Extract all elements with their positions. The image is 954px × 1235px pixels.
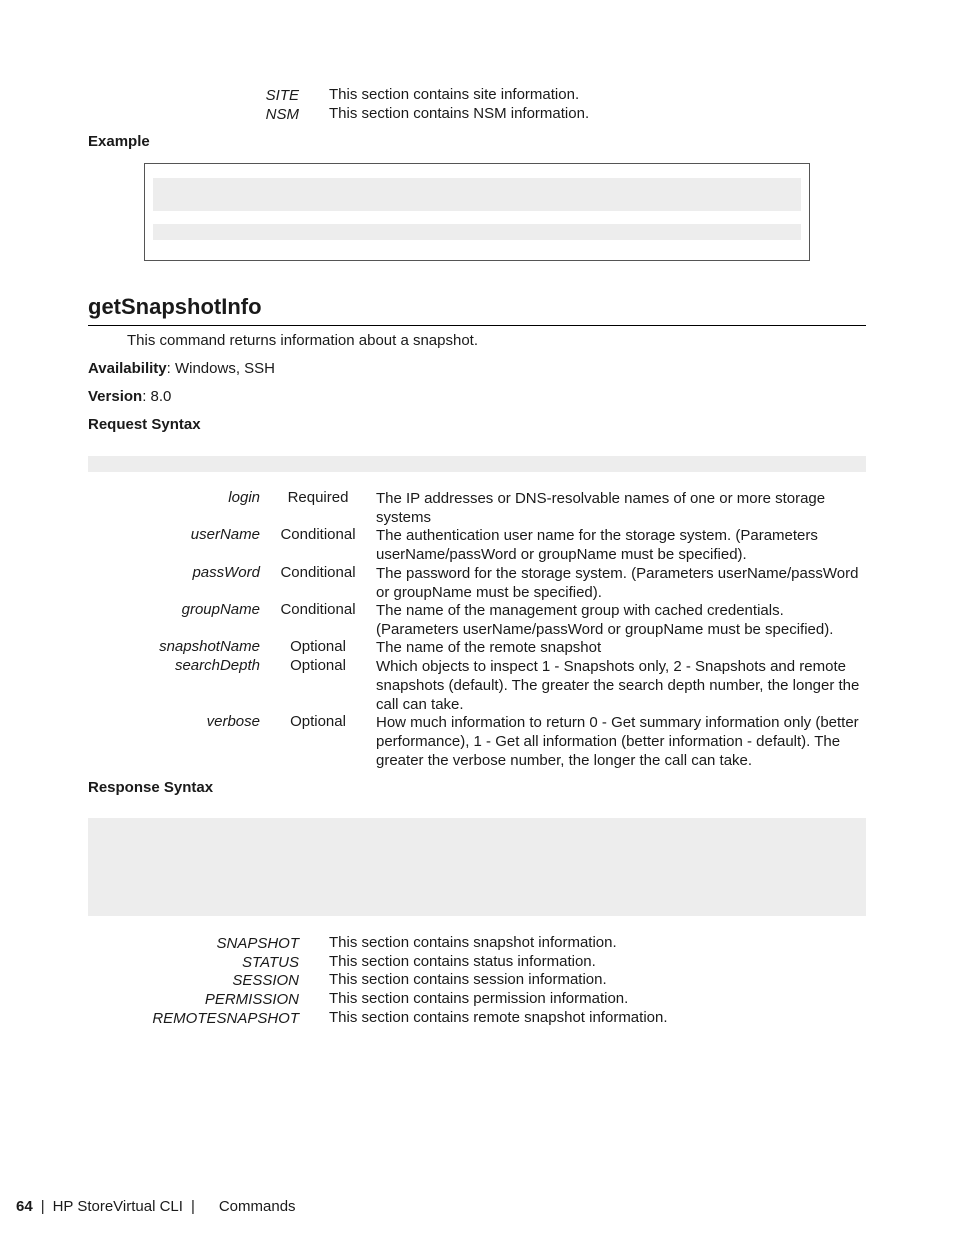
section-term-row: [99, 1009, 299, 1028]
param-name: userName: [190, 526, 260, 543]
section-term: SNAPSHOT: [216, 935, 299, 952]
param-requirement: Conditional: [280, 564, 356, 581]
code-line-block: [153, 224, 801, 240]
response-syntax-heading: Response Syntax: [88, 779, 214, 796]
section-term-row: [99, 105, 299, 124]
version-line: [88, 388, 171, 405]
param-name: passWord: [192, 564, 260, 581]
footer-product: HP StoreVirtual CLI: [52, 1198, 183, 1215]
code-line-block: [153, 178, 801, 211]
param-requirement: Conditional: [280, 601, 356, 618]
section-term-row: [99, 953, 299, 972]
footer-separator: |: [40, 1198, 45, 1215]
availability-value: : Windows, SSH: [166, 360, 276, 377]
version-value: : 8.0: [142, 388, 172, 405]
section-term: SITE: [265, 87, 299, 104]
param-requirement: Conditional: [280, 526, 356, 543]
availability-label: Availability: [88, 360, 167, 377]
command-title: getSnapshotInfo: [88, 294, 262, 319]
section-term-row: [99, 990, 299, 1009]
param-name: groupName: [181, 601, 260, 618]
section-desc: This section contains site information.: [329, 86, 580, 103]
section-term: SESSION: [232, 972, 299, 989]
param-requirement: Optional: [290, 713, 346, 730]
param-desc: The password for the storage system. (Parameters userName/passWord or groupName must be specified).: [376, 565, 859, 601]
example-code-box: [144, 163, 810, 261]
param-name: verbose: [206, 713, 260, 730]
footer-separator: |: [190, 1198, 195, 1215]
request-code-block: [88, 456, 866, 472]
section-desc: This section contains permission information.: [329, 990, 629, 1007]
section-desc: This section contains NSM information.: [329, 105, 590, 122]
example-heading: Example: [88, 133, 150, 150]
param-requirement: Required: [287, 489, 349, 506]
footer-section: Commands: [218, 1198, 296, 1215]
section-desc: This section contains status information.: [329, 953, 596, 970]
param-requirement: Optional: [290, 638, 346, 655]
section-desc: This section contains session information.: [329, 971, 607, 988]
command-intro: This command returns information about a snapshot.: [127, 332, 479, 349]
param-desc: The authentication user name for the storage system. (Parameters userName/passWord or groupName must be specified).: [376, 527, 818, 563]
section-term: PERMISSION: [204, 991, 299, 1008]
param-name: snapshotName: [159, 638, 260, 655]
availability-line: [88, 360, 275, 377]
response-code-block: [88, 818, 866, 916]
section-term: REMOTESNAPSHOT: [152, 1010, 299, 1027]
section-desc: This section contains remote snapshot information.: [329, 1009, 668, 1026]
section-desc: This section contains snapshot information.: [329, 934, 617, 951]
param-requirement: Optional: [290, 657, 346, 674]
request-syntax-heading: Request Syntax: [88, 416, 201, 433]
page-number: 64: [16, 1198, 33, 1215]
param-desc: The name of the management group with cached credentials. (Parameters userName/passWord or groupName must be specified).: [376, 602, 834, 638]
section-term-row: [99, 934, 299, 953]
section-term-row: [99, 971, 299, 990]
page-footer: [16, 1198, 296, 1215]
param-name: searchDepth: [174, 657, 260, 674]
param-desc: Which objects to inspect 1 - Snapshots only, 2 - Snapshots and remote snapshots (default). The greater the search depth number, the longer the call can take.: [376, 658, 860, 713]
param-desc: How much information to return 0 - Get summary information only (better performance), 1 - Get all information (better information - default). The greater the verbose number, the longer the call can take.: [376, 714, 859, 769]
section-term: NSM: [265, 106, 299, 123]
title-divider: [88, 325, 866, 326]
param-desc: The name of the remote snapshot: [376, 639, 602, 656]
section-term: STATUS: [242, 954, 299, 971]
section-term-row: [99, 86, 299, 105]
version-label: Version: [88, 388, 143, 405]
param-name: login: [228, 489, 260, 506]
param-desc: The IP addresses or DNS-resolvable names of one or more storage systems: [376, 490, 826, 526]
